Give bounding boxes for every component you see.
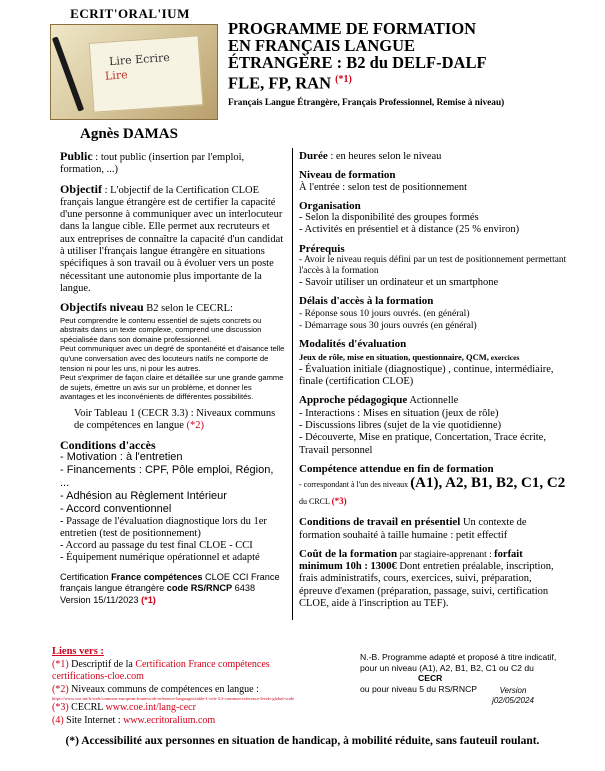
approche-section <box>299 394 567 456</box>
certif-bold: France compétences <box>111 571 203 582</box>
duree-label: Durée <box>299 150 328 162</box>
right-column <box>299 150 567 616</box>
title-line-4-text: FLE, FP, RAN <box>228 73 331 93</box>
link-3-text: CECRL <box>68 702 106 713</box>
link-4-text: Site Internet : <box>63 714 124 726</box>
footer-text: Accessibilité aux personnes en situation de handicap, à mobilité réduite, sans fauteuil roulant. <box>78 735 540 747</box>
niveau-formation-section <box>299 169 567 194</box>
cout-bold: forfait minimum 10h : 1300€ <box>299 548 523 573</box>
prerequis-item: - Avoir le niveau requis défini par un test de positionnement permettant l'accès à la formation <box>299 255 567 277</box>
logo-text-1: Lire Ecrire <box>108 50 171 69</box>
conditions-title: Conditions d'accès <box>60 437 156 452</box>
version-stamp <box>483 686 543 706</box>
competence-ref: (*3) <box>331 496 347 507</box>
link-item-3 <box>52 702 302 715</box>
nb-cecr: CECR <box>418 673 443 683</box>
version-date: j02/05/2024 <box>492 696 534 705</box>
niveau-formation-title: Niveau de formation <box>299 169 396 182</box>
link-1-text: Descriptif de la <box>68 658 136 670</box>
title-line-1: PROGRAMME DE FORMATION <box>228 19 477 38</box>
link-item-4 <box>52 715 302 728</box>
duree-section <box>299 150 567 163</box>
author-name: Agnès DAMAS <box>80 126 178 142</box>
condition-item: - Équipement numérique opérationnel et adapté <box>60 551 260 563</box>
competence-pre: - correspondant à l'un des niveaux <box>299 480 411 490</box>
modalites-tiny: exercices <box>488 352 520 362</box>
prerequis-title: Prérequis <box>299 242 345 255</box>
links-title: Liens vers : <box>52 646 104 657</box>
certification-note <box>60 572 285 607</box>
title-line-3: ÉTRANGÈRE : B2 du DELF-DALF <box>228 53 487 72</box>
condition-item: - Accord au passage du test final CLOE - CCI <box>60 539 253 551</box>
logo-text-2: Lire <box>104 68 129 83</box>
duree-text: : en heures selon le niveau <box>327 151 442 162</box>
modalites-bold: Jeux de rôle, mise en situation, questionnaire, QCM, <box>299 351 489 362</box>
title-ref: (*1) <box>335 74 352 85</box>
travail-text: Un contexte de formation souhaité à taille humaine : petit effectif <box>299 517 527 541</box>
cout-text: Dont entretien préalable, inscription, frais administratifs, cours, exercices, suivi, préparation, épreuve d'examen (préparation, passage, suivi, certification CLOE, aide à l'inscription au TEF). <box>299 561 554 610</box>
title-line-2: EN FRANÇAIS LANGUE <box>228 36 416 55</box>
approche-item: - Interactions : Mises en situation (jeux de rôle) <box>299 407 499 419</box>
competence-section <box>299 463 567 510</box>
organisation-item: - Activités en présentiel et à distance (25 % environ) <box>299 224 520 236</box>
link-3-ref: (*3) <box>52 702 69 713</box>
link-1-ref: (*1) <box>52 658 69 670</box>
condition-item: - Accord conventionnel <box>60 502 172 515</box>
link-2-ref: (*2) <box>52 683 69 695</box>
approche-title: Approche pédagogique <box>299 394 408 407</box>
approche-item: - Découverte, Mise en pratique, Concertation, Trace écrite, Travail personnel <box>299 432 546 456</box>
niveau-label: Objectifs niveau <box>60 300 144 315</box>
approche-item: - Discussions libres (sujet de la vie quotidienne) <box>299 420 502 432</box>
page-title <box>228 20 598 92</box>
tableau-text: Voir Tableau 1 (CECR 3.3) : Niveaux communs de compétences en langue <box>74 407 276 432</box>
version-label: Version <box>499 686 527 695</box>
tableau-ref: (*2) <box>186 420 205 432</box>
travail-section <box>299 516 567 542</box>
certif-code: code RS/RNCP <box>166 583 233 594</box>
link-1-anchor[interactable]: Certification France compétences <box>135 658 270 670</box>
travail-title: Conditions de travail en présentiel <box>299 516 461 529</box>
title-line-4 <box>228 71 598 92</box>
links-section <box>52 646 302 727</box>
organisation-section <box>299 200 567 237</box>
objectif-text: : L'objectif de la Certification CLOE français langue étrangère est de certifier la capacité d'une personne à communiquer avec un interlocuteur dans la langue cible. Elle permet aux recruteurs et aux entreprises de connaître la capacité d'un candidat à utiliser l'français langue étrangère en situations spécifiques à son travail ou à évoluer vers un poste nécessitant une autonomie plus importante de la langue. <box>60 184 284 294</box>
cout-title: Coût de la formation <box>299 547 398 560</box>
delais-item: - Réponse sous 10 jours ouvrés. (en général) <box>299 307 470 319</box>
link-4-url[interactable]: www.ecritoralium.com <box>123 714 216 726</box>
organisation-item: - Selon la disponibilité des groupes formés <box>299 212 479 224</box>
public-section <box>60 150 285 177</box>
condition-item: - Passage de l'évaluation diagnostique lors du 1er entretien (test de positionnement) <box>60 515 267 539</box>
left-column <box>60 150 285 612</box>
link-1-site[interactable]: certifications-cloe.com <box>52 671 144 682</box>
tableau-note <box>60 408 285 433</box>
link-4-ref: (4) <box>52 714 64 726</box>
accessibility-footer <box>0 735 605 747</box>
modalites-text: - Évaluation initiale (diagnostique) , continue, intermédiaire, finale (certification CLOE) <box>299 363 554 388</box>
link-item-1 <box>52 659 302 672</box>
condition-item: - Motivation : à l'entretien <box>60 450 183 463</box>
niveau-section <box>60 301 285 402</box>
page-subtitle: Français Langue Étrangère, Français Professionnel, Remise à niveau) <box>228 98 505 108</box>
link-2-text: Niveaux communs de compétences en langue : <box>68 683 259 695</box>
link-3-url[interactable]: www.coe.int/lang-cecr <box>105 702 196 713</box>
public-text: : tout public (insertion par l'emploi, formation, ...) <box>60 152 245 176</box>
approche-title-tail: Actionnelle <box>407 395 459 407</box>
certif-post: 6438 Version 15/11/2023 <box>60 583 256 605</box>
delais-title: Délais d'accès à la formation <box>299 295 434 308</box>
prerequis-item: - Savoir utiliser un ordinateur et un smartphone <box>299 277 499 289</box>
competence-levels: (A1), A2, B1, B2, C1, C2 <box>410 475 566 492</box>
objectif-section <box>60 183 285 296</box>
conditions-section <box>60 439 285 564</box>
certif-mid: CLOE CCI France français langue étrangère <box>60 571 280 594</box>
niveau-p3: Peut s'exprimer de façon claire et détaillée sur une grande gamme de sujets, émettre un avis sur un problème, et donner les avantages et les inconvénients de différentes possibilités. <box>60 373 284 402</box>
niveau-formation-text: À l'entrée : selon test de positionnement <box>299 181 468 193</box>
nb-line-1: N.-B. Programme adapté et proposé à titre indicatif, <box>360 652 557 662</box>
cout-pre: par stagiaire-apprenant : <box>397 549 495 560</box>
organisation-title: Organisation <box>299 199 361 212</box>
public-label: Public <box>60 149 93 163</box>
condition-item: - Adhésion au Règlement Intérieur <box>60 489 227 502</box>
niveau-p1: Peut comprendre le contenu essentiel de sujets concrets ou abstraits dans un texte complexe, comprend une discussion spécialisée dans son domaine professionnel. <box>60 315 262 344</box>
nb-line-2: pour un niveau (A1), A2, B1, B2, C1 ou C2 du <box>360 662 534 673</box>
modalites-title: Modalités d'évaluation <box>299 338 407 351</box>
footer-ref: (*) <box>65 735 79 747</box>
cout-section <box>299 548 567 610</box>
niveau-p2: Peut communiquer avec un degré de spontanéité et d'aisance telle qu'une conversation avec des locuteurs natifs ne comporte de tension ni pour les uns, ni pour les autres. <box>60 344 285 373</box>
link-2-url[interactable]: https://www.coe.int/fr/web/common-european-framework-reference-languages/table-1-cefr-3.3-common-reference-levels-global-scale <box>52 696 295 701</box>
prerequis-section <box>299 243 567 290</box>
link-item-2 <box>52 684 302 697</box>
niveau-text: B2 selon le CECRL: <box>143 303 233 315</box>
modalites-section <box>299 338 567 388</box>
condition-item: - Financements : CPF, Pôle emploi, Région, ... <box>60 463 274 489</box>
brand-logo <box>50 24 218 120</box>
column-divider <box>292 148 293 620</box>
competence-post: du CRCL <box>299 497 332 507</box>
brand-name: ECRIT'ORAL'IUM <box>70 6 190 21</box>
delais-section <box>299 295 567 332</box>
nb-line-3: ou pour niveau 5 du RS/RNCP <box>360 683 478 694</box>
certif-pre: Certification <box>60 571 112 582</box>
delais-item: - Démarrage sous 30 jours ouvrés (en général) <box>299 319 477 331</box>
objectif-label: Objectif <box>60 181 102 196</box>
certif-ref: (*1) <box>141 594 156 605</box>
competence-title: Compétence attendue en fin de formation <box>299 462 494 475</box>
pen-icon <box>52 36 84 111</box>
